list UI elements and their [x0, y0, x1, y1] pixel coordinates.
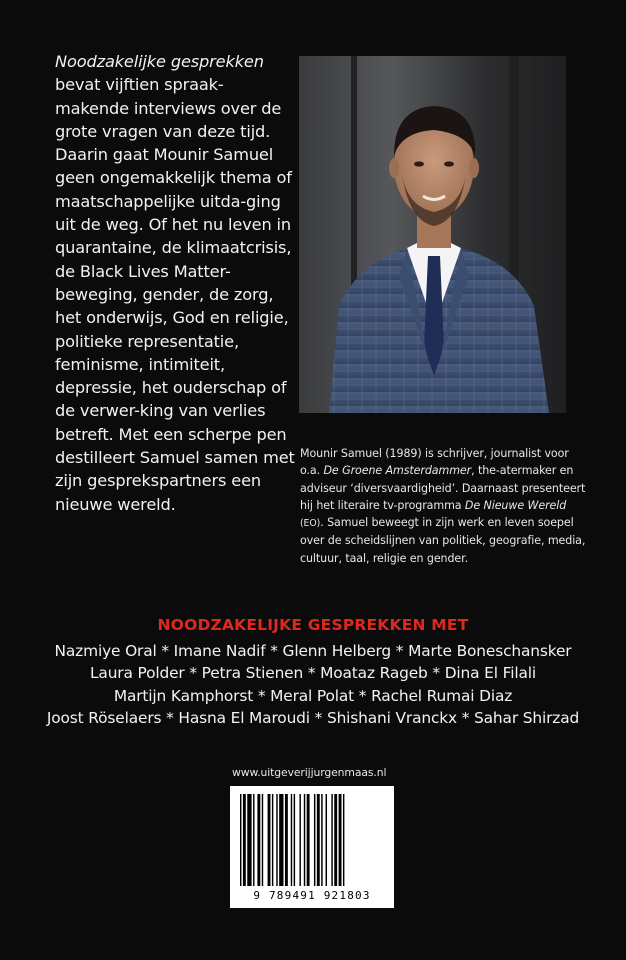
barcode-bar	[304, 794, 305, 886]
bio-text-1: Mounir Samuel (1989) is schrijver, journalist voor o.a.	[300, 447, 569, 478]
barcode-bar	[279, 794, 283, 886]
barcode-bar	[326, 794, 327, 886]
barcode-bar	[317, 794, 320, 886]
interviewee-line: Nazmiye Oral * Imane Nadif * Glenn Helberg * Marte Boneschansker	[54, 642, 572, 660]
barcode-bar	[321, 794, 322, 886]
isbn-barcode	[230, 786, 394, 908]
author-photo	[299, 56, 566, 413]
barcode-bar	[339, 794, 342, 886]
barcode-bar	[262, 794, 263, 886]
interviewee-line: Laura Polder * Petra Stienen * Moataz Rageb * Dina El Filali	[90, 664, 536, 683]
bio-broadcaster: (EO)	[300, 518, 321, 530]
barcode-bar	[294, 794, 295, 886]
section-heading: NOODZAKELIJKE GESPREKKEN MET	[157, 616, 469, 634]
barcode-bar	[240, 794, 241, 886]
barcode-bar	[272, 794, 273, 886]
barcode-bar	[276, 794, 277, 886]
isbn-number: 9 789491 921803	[253, 889, 371, 902]
bio-publication: De Groene Amsterdammer	[323, 464, 472, 478]
barcode-bar	[343, 794, 344, 886]
bio-text-2: , the-atermaker en adviseur ‘diversvaardigheid’. Daarnaast presenteert hij het literaire tv-programma	[300, 464, 586, 512]
blurb-text: bevat vijftien spraak-makende interviews over de grote vragen van deze tijd. Daarin gaat Mounir Samuel geen ongemakkelijk thema of maatschappelijke uitda-ging uit de weg. Of het nu leven in quarantaine, de klimaatcrisis, de Black Lives Matter-beweging, gender, de zorg, het onderwijs, God en religie, politieke representatie, feminisme, intimiteit, depressie, het ouderschap of de verwer-king van verlies betreft. Met een scherpe pen destilleert Samuel samen met zijn gesprekspartners een nieuwe wereld.	[55, 75, 295, 514]
bio-program: De Nieuwe Wereld	[464, 498, 567, 512]
barcode-bar	[247, 794, 251, 886]
interviewee-list	[0, 640, 626, 729]
barcode-bar	[307, 794, 310, 886]
barcode-bar	[285, 794, 288, 886]
barcode-bar	[268, 794, 271, 886]
interviewee-line: Joost Röselaers * Hasna El Maroudi * Shishani Vranckx * Sahar Shirzad	[46, 708, 580, 727]
barcode-bars	[238, 794, 386, 886]
author-bio	[300, 445, 590, 567]
back-cover-blurb	[55, 50, 295, 516]
barcode-bar	[314, 794, 315, 886]
book-title: Noodzakelijke gesprekken	[55, 52, 264, 71]
barcode-bar	[299, 794, 300, 886]
publisher-url: www.uitgeverijjurgenmaas.nl	[232, 766, 387, 779]
barcode-bar	[334, 794, 337, 886]
barcode-bar	[331, 794, 332, 886]
barcode-bar	[253, 794, 254, 886]
barcode-bar	[243, 794, 246, 886]
barcode-bar	[291, 794, 292, 886]
bio-text-3: . Samuel beweegt in zijn werk en leven soepel over de scheidslijnen van politiek, geografie, media, cultuur, taal, religie en gender.	[300, 516, 586, 565]
barcode-bar	[257, 794, 260, 886]
interviewee-line: Martijn Kamphorst * Meral Polat * Rachel Rumai Diaz	[113, 686, 513, 705]
